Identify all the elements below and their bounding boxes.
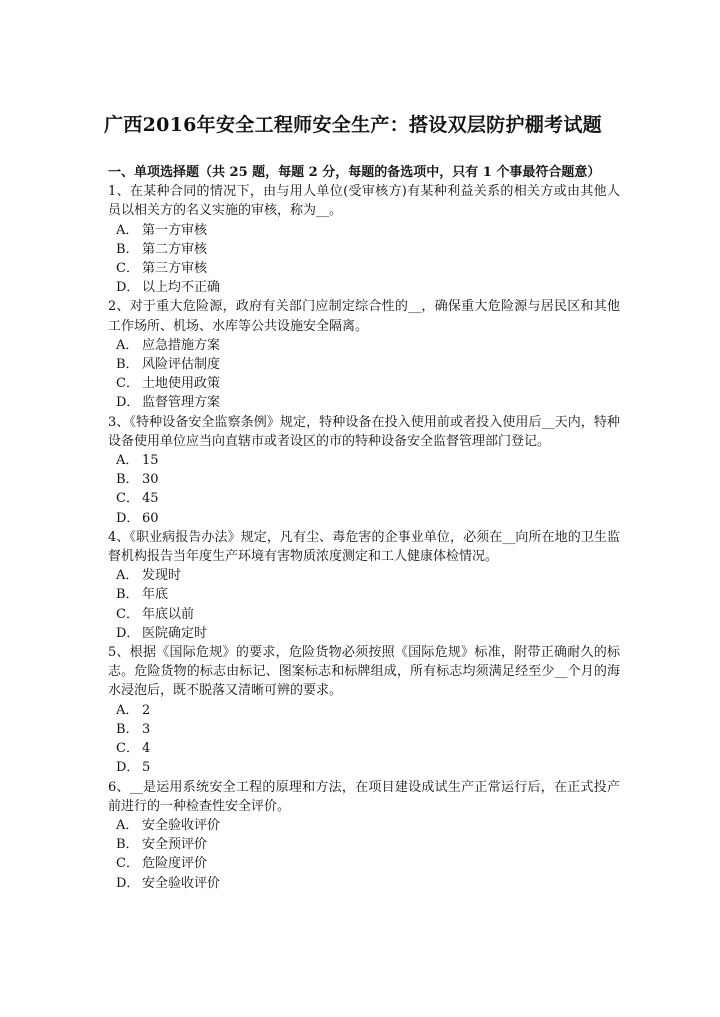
option-letter: C． — [116, 261, 139, 277]
option-letter: D． — [116, 625, 140, 641]
question-3 — [108, 413, 620, 528]
option-letter: C． — [116, 856, 139, 872]
option-letter: B． — [116, 472, 139, 488]
option-text: 第二方审核 — [142, 241, 208, 257]
option-letter: C． — [116, 376, 139, 392]
option-letter: B． — [116, 721, 139, 737]
document-body — [108, 163, 620, 893]
option-text: 年底 — [142, 587, 169, 603]
option-b — [108, 240, 620, 259]
option-text: 60 — [142, 510, 159, 526]
option-letter: B． — [116, 587, 139, 603]
option-letter: A． — [116, 568, 139, 584]
option-letter: A． — [116, 702, 139, 718]
option-d — [108, 278, 620, 297]
option-letter: C． — [116, 741, 139, 757]
option-c — [108, 259, 620, 278]
option-text: 以上均不正确 — [142, 280, 221, 296]
question-6 — [108, 778, 620, 893]
option-text: 30 — [142, 472, 159, 488]
question-stem: 5、根据《国际危规》的要求，危险货物必须按照《国际危规》标准，附带正确耐久的标志。危险货物的标志由标记、图案标志和标牌组成，所有标志均须满足经至少__个月的海水浸泡后，既不脱落又清晰可辨的要求。 — [108, 645, 620, 699]
option-text: 5 — [142, 760, 151, 776]
section-heading: 一、单项选择题（共 25 题，每题 2 分，每题的备选项中，只有 1 个事最符合题意） — [108, 165, 601, 180]
option-text: 年底以前 — [142, 606, 195, 622]
option-text: 应急措施方案 — [142, 337, 221, 353]
option-a — [108, 816, 620, 835]
option-c — [108, 739, 620, 758]
option-text: 危险度评价 — [142, 856, 208, 872]
question-stem: 2、对于重大危险源，政府有关部门应制定综合性的__，确保重大危险源与居民区和其他工作场所、机场、水库等公共设施安全隔离。 — [108, 299, 620, 334]
option-d — [108, 393, 620, 412]
option-text: 风险评估制度 — [142, 357, 221, 373]
option-a — [108, 451, 620, 470]
question-2 — [108, 297, 620, 412]
option-b — [108, 720, 620, 739]
option-letter: A． — [116, 222, 139, 238]
option-a — [108, 221, 620, 240]
option-text: 45 — [142, 491, 159, 507]
option-text: 安全预评价 — [142, 837, 208, 853]
question-5 — [108, 643, 620, 777]
option-letter: C． — [116, 606, 139, 622]
option-letter: D． — [116, 280, 140, 296]
option-b — [108, 470, 620, 489]
option-b — [108, 585, 620, 604]
option-letter: D． — [116, 510, 140, 526]
option-text: 安全验收评价 — [142, 817, 221, 833]
question-stem: 3、《特种设备安全监察条例》规定，特种设备在投入使用前或者投入使用后__天内，特种设备使用单位应当向直辖市或者设区的市的特种设备安全监督管理部门登记。 — [108, 414, 620, 449]
option-text: 安全验收评价 — [142, 875, 221, 891]
question-4 — [108, 528, 620, 643]
option-letter: D． — [116, 395, 140, 411]
question-stem: 6、__是运用系统安全工程的原理和方法，在项目建设成试生产正常运行后，在正式投产前进行的一种检查性安全评价。 — [108, 779, 620, 814]
option-text: 3 — [142, 721, 151, 737]
option-letter: B． — [116, 837, 139, 853]
option-a — [108, 566, 620, 585]
option-text: 4 — [142, 741, 151, 757]
option-text: 2 — [142, 702, 151, 718]
question-stem: 1、在某种合同的情况下，由与用人单位(受审核方)有某种利益关系的相关方或由其他人员以相关方的名义实施的审核，称为__。 — [108, 184, 620, 219]
question-1 — [108, 182, 620, 297]
option-d — [108, 624, 620, 643]
option-d — [108, 758, 620, 777]
option-text: 土地使用政策 — [142, 376, 221, 392]
option-letter: D． — [116, 760, 140, 776]
option-text: 第三方审核 — [142, 261, 208, 277]
option-text: 发现时 — [142, 568, 182, 584]
option-a — [108, 336, 620, 355]
option-c — [108, 854, 620, 873]
option-letter: A． — [116, 337, 139, 353]
option-b — [108, 835, 620, 854]
option-d — [108, 874, 620, 893]
option-b — [108, 355, 620, 374]
option-text: 15 — [142, 453, 159, 469]
option-letter: B． — [116, 357, 139, 373]
option-letter: A． — [116, 817, 139, 833]
option-c — [108, 374, 620, 393]
option-text: 第一方审核 — [142, 222, 208, 238]
option-a — [108, 701, 620, 720]
option-text: 医院确定时 — [142, 625, 208, 641]
option-letter: D． — [116, 875, 140, 891]
option-letter: A． — [116, 453, 139, 469]
option-letter: C． — [116, 491, 139, 507]
option-d — [108, 509, 620, 528]
option-c — [108, 489, 620, 508]
question-stem: 4、《职业病报告办法》规定，凡有尘、毒危害的企事业单位，必须在__向所在地的卫生监督机构报告当年度生产环境有害物质浓度测定和工人健康体检情况。 — [108, 529, 620, 565]
option-letter: B． — [116, 241, 139, 257]
option-c — [108, 605, 620, 624]
document-title: 广西2016年安全工程师安全生产：搭设双层防护棚考试题 — [104, 114, 602, 136]
option-text: 监督管理方案 — [142, 395, 221, 411]
